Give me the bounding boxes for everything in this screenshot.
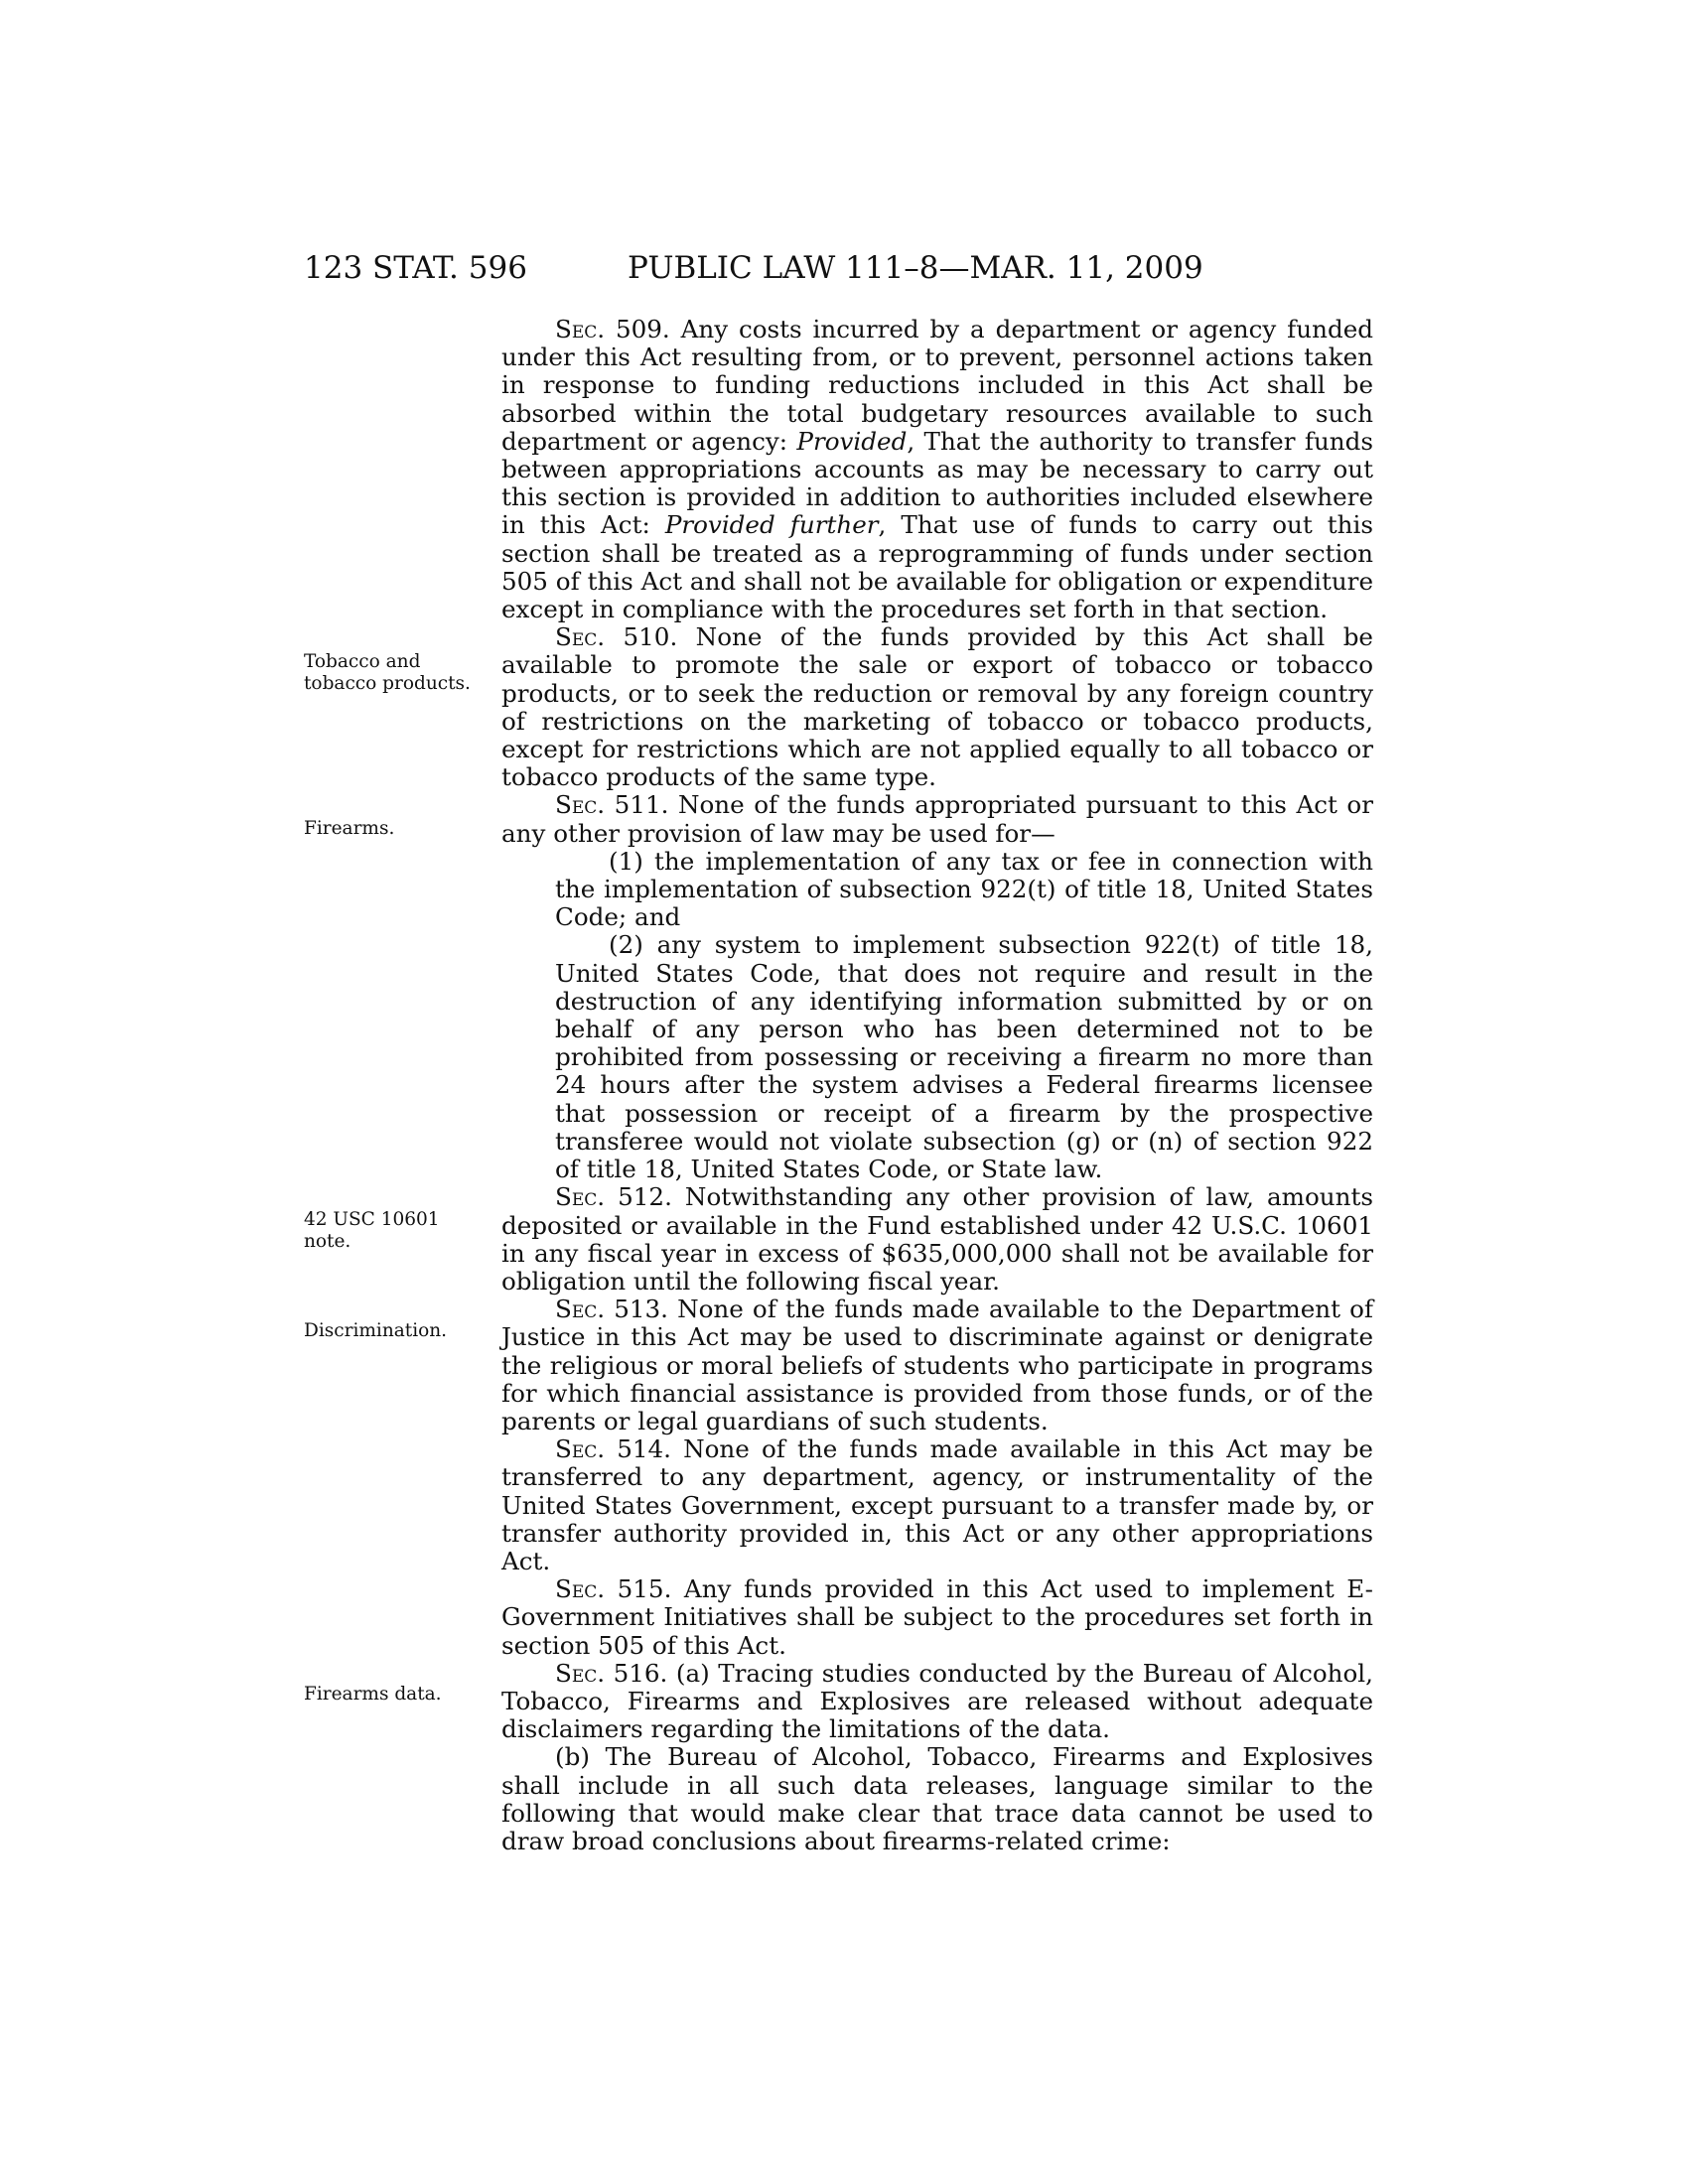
section-511-item-2: (2) any system to implement subsection 922(t) of title 18, United States Code, that does not require and result in the destruction of any identifying information submitted by or on behalf of any person who has been determined not to be prohibited from possessing or receiving a firearm no more than 24 hours after the system advises a Federal firearms licensee that possession or receipt of a firearm by the prospective transferee would not violate subsection (g) or (n) of section 922 of title 18, United States Code, or State law. — [555, 930, 1373, 1184]
section-509: Sec. 509. Any costs incurred by a department or agency funded under this Act resulting from, or to prevent, personnel actions taken in response to funding reductions included in this Act shall be absorbed within the total budgetary resources available to such department or agency: Provided, That the authority to transfer funds between appropriations accounts as may be necessary to carry out this section is provided in addition to authorities included elsewhere in this Act: Provided further, That use of funds to carry out this section shall be treated as a reprogramming of funds under section 505 of this Act and shall not be available for obligation or expenditure except in compliance with the procedures set forth in that section. — [501, 315, 1373, 624]
margin-note-discrimination: Discrimination. — [304, 1320, 448, 1341]
margin-note-firearms-data: Firearms data. — [304, 1684, 442, 1705]
section-512: Sec. 512. Notwithstanding any other provision of law, amounts deposited or available in the Fund established under 42 U.S.C. 10601 in any fiscal year in excess of $635,000,000 shall not be available for obligation until the following fiscal year. — [501, 1182, 1373, 1296]
section-510: Sec. 510. None of the funds provided by this Act shall be available to promote the sale or export of tobacco or tobacco products, or to seek the reduction or removal by any foreign country of restrictions on the marketing of tobacco or tobacco products, except for restrictions which are not applied equally to all tobacco or tobacco products of the same type. — [501, 622, 1373, 792]
statute-page-number: 123 STAT. 596 — [304, 250, 527, 286]
margin-note-usc: 42 USC 10601 note. — [304, 1209, 440, 1252]
public-law-title: PUBLIC LAW 111–8—MAR. 11, 2009 — [628, 250, 1203, 286]
section-516b: (b) The Bureau of Alcohol, Tobacco, Firearms and Explosives shall include in all such data releases, language similar to the following that would make clear that trace data cannot be used to draw broad conclusions about firearms-related crime: — [501, 1742, 1373, 1855]
section-515: Sec. 515. Any funds provided in this Act used to implement E-Government Initiatives shall be subject to the procedures set forth in section 505 of this Act. — [501, 1574, 1373, 1660]
section-516a: Sec. 516. (a) Tracing studies conducted by the Bureau of Alcohol, Tobacco, Firearms and Explosives are released without adequate disclaimers regarding the limitations of the data. — [501, 1658, 1373, 1744]
margin-note-firearms: Firearms. — [304, 818, 395, 839]
section-511: Sec. 511. None of the funds appropriated pursuant to this Act or any other provision of law may be used for— — [501, 790, 1373, 848]
margin-note-tobacco: Tobacco and tobacco products. — [304, 651, 471, 694]
page-header — [304, 246, 1370, 290]
section-513: Sec. 513. None of the funds made available to the Department of Justice in this Act may be used to discriminate against or denigrate the religious or moral beliefs of students who participate in programs for which financial assistance is provided from those funds, or of the parents or legal guardians of such students. — [501, 1295, 1373, 1435]
section-511-item-1: (1) the implementation of any tax or fee in connection with the implementation of subsection 922(t) of title 18, United States Code; and — [555, 846, 1373, 932]
body-text — [501, 316, 1373, 1855]
section-514: Sec. 514. None of the funds made available in this Act may be transferred to any department, agency, or instrumentality of the United States Government, except pursuant to a transfer made by, or transfer authority provided in, this Act or any other appropriations Act. — [501, 1434, 1373, 1575]
